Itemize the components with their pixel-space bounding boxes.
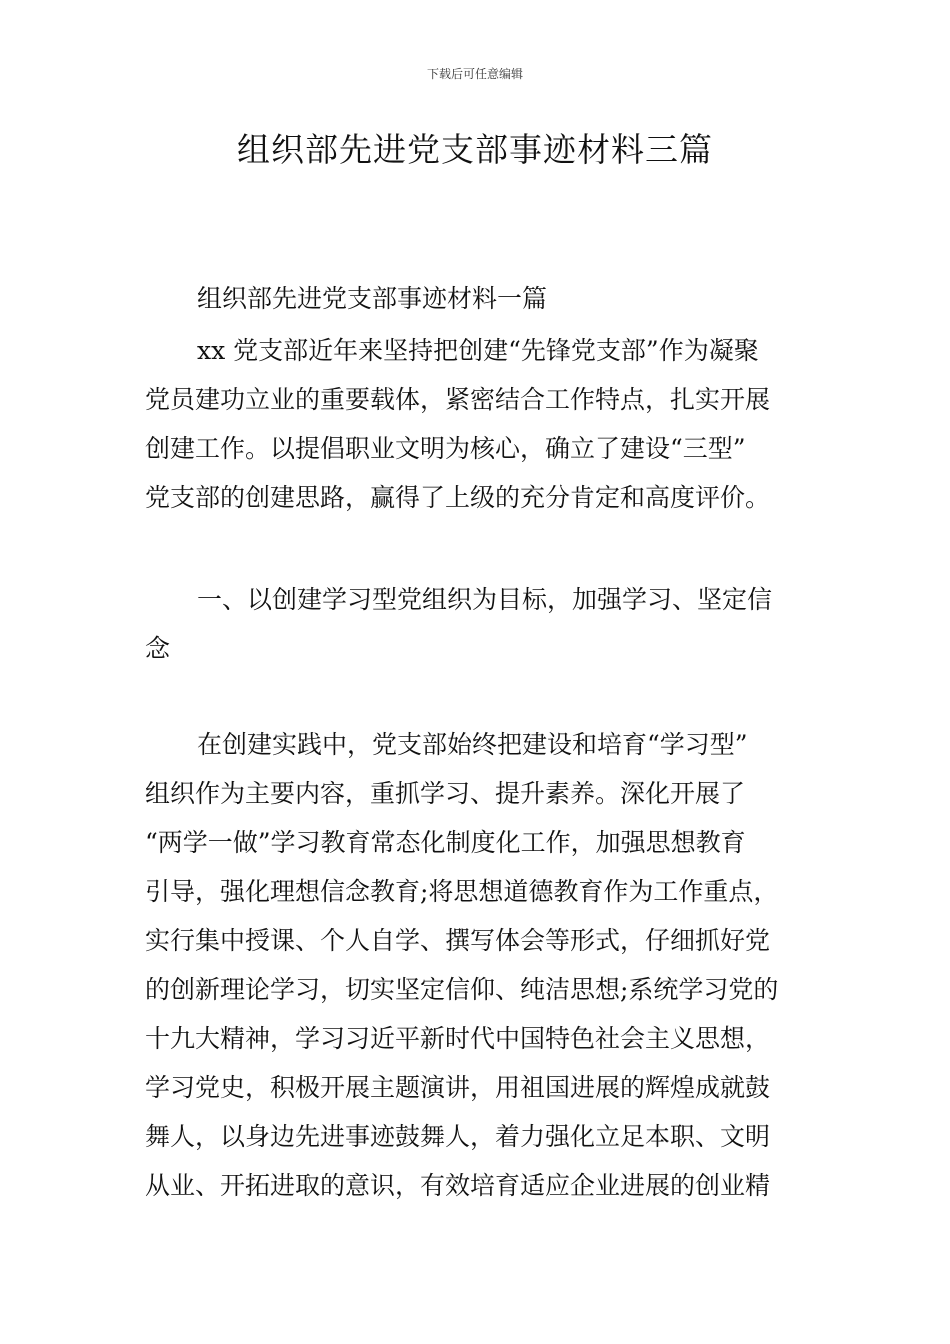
paragraph-line: 的创新理论学习，切实坚定信仰、纯洁思想;系统学习党的	[145, 975, 779, 1004]
paragraph-line: 党支部的创建思路，赢得了上级的充分肯定和高度评价。	[145, 483, 771, 512]
paragraph-line: “两学一做”学习教育常态化制度化工作，加强思想教育	[145, 828, 746, 857]
paragraph-line: xx 党支部近年来坚持把创建“先锋党支部”作为凝聚	[197, 336, 759, 365]
paragraph-line: 十九大精神，学习习近平新时代中国特色社会主义思想，	[145, 1024, 771, 1053]
page-header-note: 下载后可任意编辑	[426, 67, 523, 81]
paragraph-line: 实行集中授课、个人自学、撰写体会等形式，仔细抓好党	[145, 926, 771, 955]
heading-line: 一、以创建学习型党组织为目标，加强学习、坚定信	[197, 585, 773, 614]
paragraph-line: 在创建实践中，党支部始终把建设和培育“学习型”	[197, 730, 748, 759]
paragraph-line: 组织作为主要内容，重抓学习、提升素养。深化开展了	[145, 779, 746, 808]
paragraph-line: 创建工作。以提倡职业文明为核心，确立了建设“三型”	[145, 434, 746, 463]
body-paragraph	[145, 720, 810, 1210]
section-subtitle	[145, 274, 810, 323]
paragraph-line: 舞人，以身边先进事迹鼓舞人，着力强化立足本职、文明	[145, 1122, 771, 1151]
intro-paragraph	[145, 326, 810, 522]
document-title: 组织部先进党支部事迹材料三篇	[237, 130, 713, 169]
paragraph-line: 引导，强化理想信念教育;将思想道德教育作为工作重点，	[145, 877, 779, 906]
paragraph-line: 学习党史，积极开展主题演讲，用祖国进展的辉煌成就鼓	[145, 1073, 771, 1102]
subtitle-line: 组织部先进党支部事迹材料一篇	[197, 284, 548, 313]
paragraph-line: 从业、开拓进取的意识，有效培育适应企业进展的创业精	[145, 1171, 771, 1200]
heading-line: 念	[145, 634, 171, 663]
section-heading-one	[145, 575, 810, 673]
paragraph-line: 党员建功立业的重要载体，紧密结合工作特点，扎实开展	[145, 385, 771, 414]
